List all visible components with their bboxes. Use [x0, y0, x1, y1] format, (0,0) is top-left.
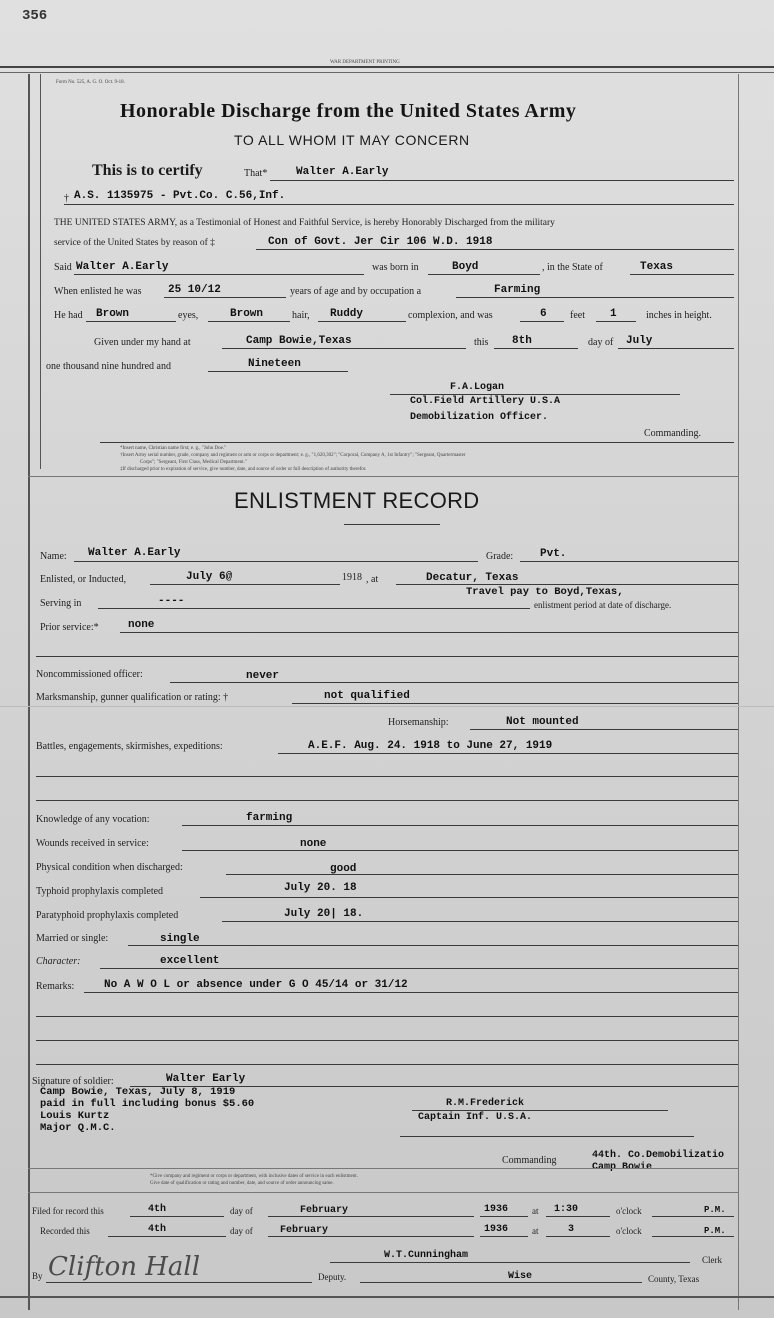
- pay-stamp-3: Louis Kurtz: [40, 1110, 110, 1122]
- deputy-line: [46, 1282, 312, 1283]
- company-stamp: 44th. Co.Demobilizatio: [592, 1150, 725, 1161]
- filed-time: 1:30: [554, 1204, 579, 1215]
- recorded-time: 3: [568, 1224, 575, 1235]
- record-name: Walter A.Early: [88, 547, 181, 559]
- filed-pm-line: [652, 1216, 734, 1217]
- bottom-note-1: *Give company and regiment or corps or department, with inclusive dates of service in each enlistment.: [150, 1174, 358, 1179]
- top-rule: [0, 66, 774, 68]
- occupation-label: years of age and by occupation a: [290, 286, 422, 297]
- married-line: [128, 945, 738, 946]
- recorded-pm-line: [652, 1236, 734, 1237]
- bottom-rule: [0, 1296, 774, 1298]
- remarks-value: No A W O L or absence under G O 45/14 or 31/12: [104, 979, 408, 991]
- footnote-1: *Insert name, Christian name first; e. g., "John Doe.": [120, 446, 227, 451]
- eyes-line: [86, 321, 176, 322]
- dayof-label: day of: [588, 337, 614, 348]
- paratyphoid-label: Paratyphoid prophylaxis completed: [36, 910, 179, 921]
- day-value: 8th: [512, 335, 532, 347]
- captain-name: R.M.Frederick: [446, 1098, 525, 1109]
- deputy-label: Deputy.: [318, 1272, 347, 1282]
- born-place: Boyd: [452, 261, 479, 273]
- recorded-year: 1936: [484, 1224, 509, 1235]
- wounds-line: [182, 850, 738, 851]
- document-title: Honorable Discharge from the United States Army: [120, 100, 577, 122]
- character-value: excellent: [160, 955, 220, 967]
- battles-line: [278, 753, 738, 754]
- battles-line-2: [36, 776, 738, 777]
- character-line: [100, 968, 738, 969]
- name-line: [270, 180, 734, 181]
- certify-lead: This is to certify: [92, 162, 203, 179]
- prior-line-2: [36, 656, 738, 657]
- remarks-label: Remarks:: [36, 981, 75, 992]
- wounds-value: none: [300, 838, 327, 850]
- filed-at: at: [532, 1206, 539, 1216]
- year-line: [208, 371, 348, 372]
- clerk-line: [330, 1262, 690, 1263]
- nco-label: Noncommissioned officer:: [36, 669, 143, 680]
- filed-year: 1936: [484, 1204, 509, 1215]
- said-name: Walter A.Early: [76, 261, 169, 273]
- serial-mark: †: [64, 193, 69, 204]
- serial-number: A.S. 1135975 - Pvt.Co. C.56,Inf.: [74, 190, 286, 202]
- filed-time-line: [546, 1216, 610, 1217]
- married-label: Married or single:: [36, 933, 109, 944]
- serving-label: Serving in: [40, 598, 82, 609]
- feet-line: [520, 321, 564, 322]
- captain-rank: Captain Inf. U.S.A.: [418, 1112, 533, 1123]
- month-line: [618, 348, 734, 349]
- record-name-label: Name:: [40, 551, 67, 562]
- left-margin-line: [28, 74, 30, 1310]
- footnote-3: Corps"; "Sergeant, First Class, Medical Department.": [140, 460, 247, 465]
- filed-dayof: day of: [230, 1206, 253, 1216]
- given-line: [222, 348, 466, 349]
- filed-day: 4th: [148, 1204, 167, 1215]
- serving-value: ----: [158, 595, 185, 607]
- prior-label: Prior service:*: [40, 622, 99, 633]
- complexion-line: [318, 321, 406, 322]
- form-number: Form No. 525, A. G. O. Oct. 9-18.: [56, 80, 125, 85]
- signature-name: Walter Early: [166, 1073, 246, 1085]
- year-value: Nineteen: [248, 358, 301, 370]
- character-label: Character:: [36, 956, 81, 967]
- recorded-day: 4th: [148, 1224, 167, 1235]
- had-label: He had: [54, 310, 83, 321]
- vocation-line: [182, 825, 738, 826]
- complexion-value: Ruddy: [330, 308, 364, 320]
- record-name-line: [74, 561, 478, 562]
- county-line: [360, 1282, 642, 1283]
- nco-line: [170, 682, 738, 683]
- battles-value: A.E.F. Aug. 24. 1918 to June 27, 1919: [308, 740, 553, 752]
- footnote-2: †Insert Army serial number, grade, company and regiment or arm or corps or department; e. g., "1,620,302"; "Corporal, Company A, 1st Infantry"; "Sergeant, Quartermaster: [120, 453, 466, 458]
- marksman-value: not qualified: [324, 690, 410, 702]
- recorded-month-line: [268, 1236, 474, 1237]
- serving-line: [98, 608, 530, 609]
- signature-label: Signature of soldier:: [32, 1076, 114, 1087]
- reason-line: [256, 249, 734, 250]
- eyes-label: eyes,: [178, 310, 199, 321]
- officer-line: [390, 394, 680, 395]
- horse-line: [470, 729, 738, 730]
- deputy-signature: Clifton Hall: [48, 1252, 201, 1282]
- marksman-line: [292, 703, 738, 704]
- inducted-place: Decatur, Texas: [426, 572, 519, 584]
- hair-value: Brown: [230, 308, 264, 320]
- age-line: [164, 297, 286, 298]
- born-line: [428, 274, 540, 275]
- soldier-name: Walter A.Early: [296, 166, 389, 178]
- commanding-label-2: Commanding: [502, 1155, 557, 1166]
- captain-line: [412, 1110, 668, 1111]
- inducted-label: Enlisted, or Inducted,: [40, 574, 127, 585]
- said-label: Said: [54, 262, 72, 273]
- grade-value: Pvt.: [540, 548, 567, 560]
- enlisted-label: When enlisted he was: [54, 286, 142, 297]
- marksman-label: Marksmanship, gunner qualification or rating: †: [36, 692, 229, 703]
- wounds-label: Wounds received in service:: [36, 838, 149, 849]
- remarks-line-3: [36, 1040, 738, 1041]
- day-line: [494, 348, 578, 349]
- county-label: County, Texas: [648, 1274, 700, 1284]
- recorded-at: at: [532, 1226, 539, 1236]
- vocation-label: Knowledge of any vocation:: [36, 814, 150, 825]
- occupation-line: [456, 297, 734, 298]
- married-value: single: [160, 933, 200, 945]
- document-subtitle: TO ALL WHOM IT MAY CONCERN: [234, 132, 470, 148]
- inches-label: inches in height.: [646, 310, 712, 321]
- state-line: [630, 274, 734, 275]
- recorded-month: February: [280, 1225, 329, 1236]
- physical-value: good: [330, 863, 357, 875]
- given-label: Given under my hand at: [94, 337, 191, 348]
- grade-label: Grade:: [486, 551, 514, 562]
- record-title-rule: [344, 524, 440, 525]
- month-value: July: [626, 335, 653, 347]
- section-rule-2: [28, 1168, 738, 1169]
- grade-line: [520, 561, 738, 562]
- filed-label: Filed for record this: [32, 1206, 104, 1216]
- commanding-label: Commanding.: [644, 428, 701, 439]
- filed-month: February: [300, 1205, 349, 1216]
- serial-line: [64, 204, 734, 205]
- inches-value: 1: [610, 308, 617, 320]
- said-line: [74, 274, 364, 275]
- remarks-line: [84, 992, 738, 993]
- prior-line: [120, 632, 738, 633]
- recorded-oclock: o'clock: [616, 1226, 642, 1236]
- inches-line: [596, 321, 636, 322]
- recorded-year-line: [480, 1236, 528, 1237]
- cert-body-2: service of the United States by reason of ‡: [54, 238, 215, 248]
- physical-line: [226, 874, 738, 875]
- pay-stamp-4: Major Q.M.C.: [40, 1122, 116, 1134]
- cert-body-1: THE UNITED STATES ARMY, as a Testimonial of Honest and Faithful Service, is hereby Honorably Discharged from the military: [54, 218, 555, 228]
- pay-stamp-1: Camp Bowie, Texas, July 8, 1919: [40, 1086, 236, 1098]
- filed-pm: P.M.: [704, 1205, 726, 1215]
- filed-oclock: o'clock: [616, 1206, 642, 1216]
- horse-label: Horsemanship:: [388, 717, 449, 728]
- nco-value: never: [246, 670, 280, 682]
- record-title: ENLISTMENT RECORD: [234, 488, 480, 513]
- remarks-line-2: [36, 1016, 738, 1017]
- paratyphoid-line: [222, 921, 738, 922]
- county-name: Wise: [508, 1271, 533, 1282]
- printer-imprint: WAR DEPARTMENT PRINTING: [330, 60, 400, 65]
- inner-left-line: [40, 74, 41, 469]
- state-label: , in the State of: [542, 262, 603, 273]
- feet-label: feet: [570, 310, 585, 321]
- hair-label: hair,: [292, 310, 310, 321]
- occupation-value: Farming: [494, 284, 541, 296]
- hair-line: [208, 321, 290, 322]
- horse-value: Not mounted: [506, 716, 579, 728]
- footnote-rule: [100, 442, 734, 443]
- top-rule-2: [0, 72, 774, 73]
- camp-stamp: Camp Bowie: [592, 1162, 653, 1173]
- feet-value: 6: [540, 308, 547, 320]
- recorded-time-line: [546, 1236, 610, 1237]
- prior-value: none: [128, 619, 155, 631]
- that-label: That*: [244, 168, 268, 179]
- pay-stamp-2: paid in full including bonus $5.60: [40, 1098, 255, 1110]
- filed-year-line: [480, 1216, 528, 1217]
- section-rule: [28, 476, 738, 477]
- inducted-date-line: [150, 584, 340, 585]
- footnote-4: ‡If discharged prior to expiration of service, give number, date, and source of order or full description of authority therefor.: [120, 467, 367, 472]
- paratyphoid-value: July 20| 18.: [284, 908, 364, 920]
- typhoid-value: July 20. 18: [284, 882, 357, 894]
- officer-name: F.A.Logan: [450, 382, 505, 393]
- filed-month-line: [268, 1216, 474, 1217]
- by-label: By: [32, 1271, 43, 1281]
- bottom-note-2: Give date of qualification or rating and number, date, and source of order announcing same.: [150, 1181, 334, 1186]
- commanding-rule: [400, 1136, 694, 1137]
- year-label: one thousand nine hundred and: [46, 361, 171, 372]
- typhoid-label: Typhoid prophylaxis completed: [36, 886, 164, 897]
- page-number: 356: [22, 8, 48, 24]
- complexion-label: complexion, and was: [408, 310, 493, 321]
- this-label: this: [474, 337, 489, 348]
- recorded-pm: P.M.: [704, 1226, 726, 1236]
- period-label: enlistment period at date of discharge.: [534, 600, 672, 610]
- battles-line-3: [36, 800, 738, 801]
- right-margin-line: [738, 74, 739, 1310]
- inducted-place-line: [396, 584, 738, 585]
- battles-label: Battles, engagements, skirmishes, expeditions:: [36, 741, 223, 752]
- eyes-value: Brown: [96, 308, 130, 320]
- clerk-label: Clerk: [702, 1255, 722, 1265]
- recorded-day-line: [108, 1236, 226, 1237]
- inducted-year: 1918: [342, 572, 362, 583]
- remarks-line-4: [36, 1064, 738, 1065]
- vocation-value: farming: [246, 812, 293, 824]
- given-place: Camp Bowie,Texas: [246, 335, 352, 347]
- recorded-dayof: day of: [230, 1226, 253, 1236]
- discharge-reason: Con of Govt. Jer Cir 106 W.D. 1918: [268, 236, 493, 248]
- clerk-name: W.T.Cunningham: [384, 1250, 469, 1261]
- officer-title: Demobilization Officer.: [410, 412, 549, 423]
- state-value: Texas: [640, 261, 674, 273]
- section-rule-3: [28, 1192, 738, 1193]
- age-value: 25 10/12: [168, 284, 221, 296]
- filed-day-line: [130, 1216, 224, 1217]
- officer-rank: Col.Field Artillery U.S.A: [410, 396, 561, 407]
- inducted-date: July 6@: [186, 571, 233, 583]
- born-label: was born in: [372, 262, 419, 273]
- physical-label: Physical condition when discharged:: [36, 862, 183, 873]
- recorded-label: Recorded this: [40, 1226, 90, 1236]
- travel-pay: Travel pay to Boyd,Texas,: [466, 586, 624, 598]
- paper-fold: [0, 706, 774, 707]
- at-label: , at: [366, 574, 379, 585]
- typhoid-line: [200, 897, 738, 898]
